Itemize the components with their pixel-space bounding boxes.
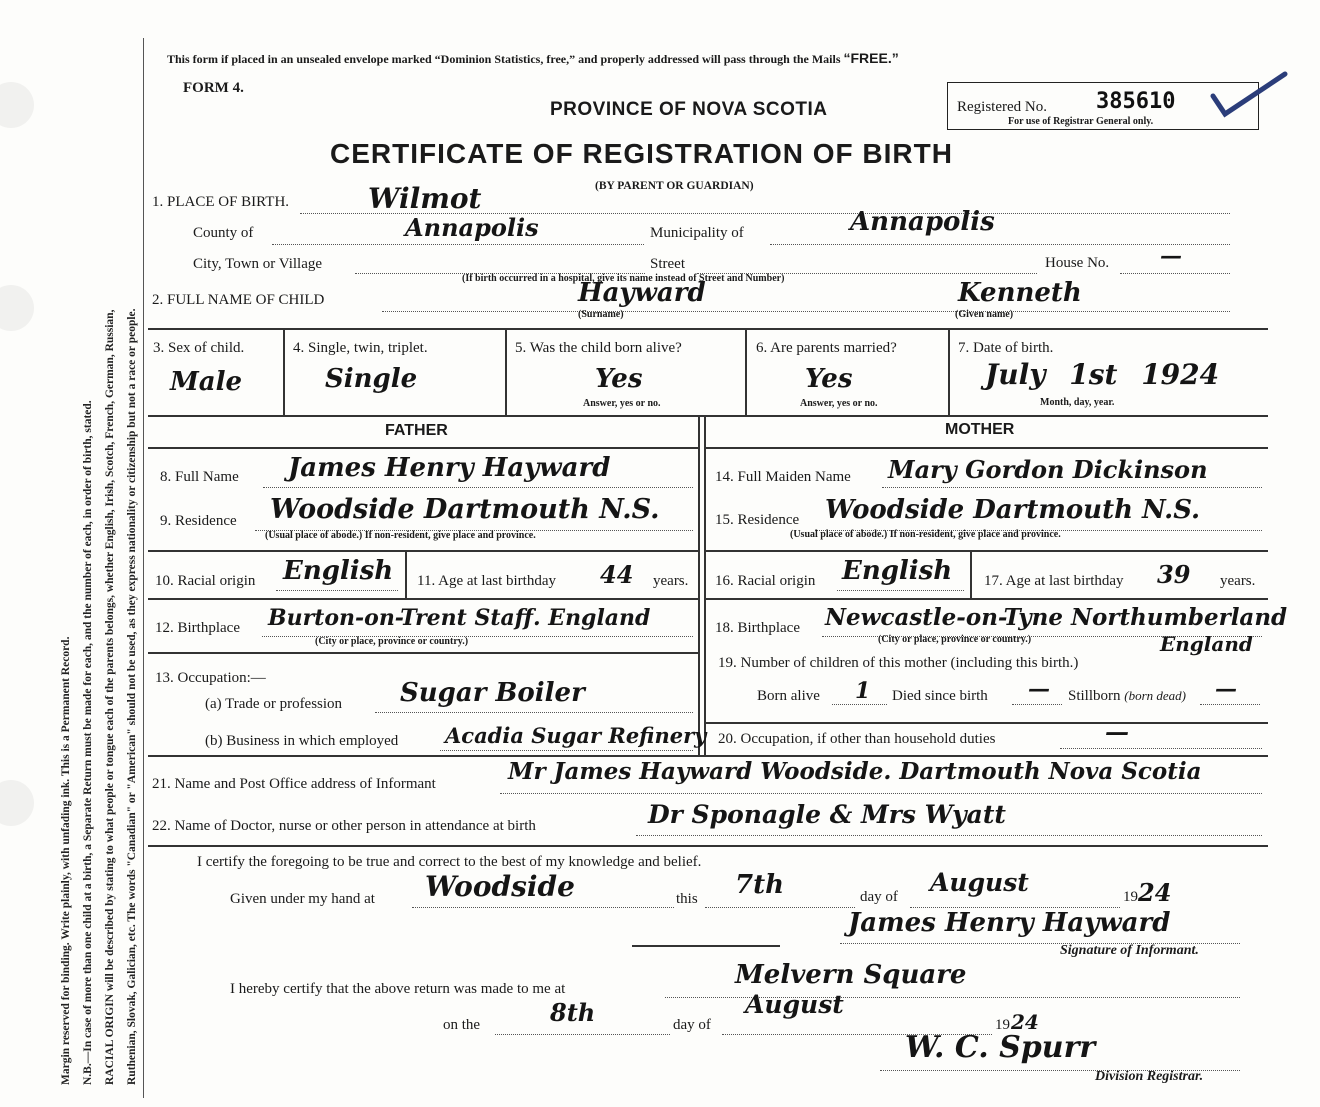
born-alive-answer: Yes: [595, 364, 643, 394]
certify-day-value: 7th: [735, 870, 785, 900]
city-label: City, Town or Village: [193, 256, 323, 272]
certificate-title: CERTIFICATE OF REGISTRATION OF BIRTH: [330, 138, 953, 169]
father-racial-value: English: [283, 556, 394, 586]
born-alive-count: 1: [855, 678, 871, 704]
registrar-signature-label: Division Registrar.: [1095, 1069, 1204, 1084]
sex-label: 3. Sex of child.: [153, 340, 245, 356]
margin-line-1: Margin reserved for binding. Write plainly, with unfading ink. This is a Permanent Record.: [60, 636, 72, 1085]
stillborn-label: Stillborn (born dead): [1068, 688, 1187, 704]
father-heading: FATHER: [385, 422, 448, 439]
answer-note: Answer, yes or no.: [583, 398, 661, 409]
mother-birthplace-country: England: [1160, 632, 1253, 656]
business-label: (b) Business in which employed: [205, 733, 399, 749]
father-residence-value: Woodside Dartmouth N.S.: [270, 494, 660, 525]
county-label: County of: [193, 225, 254, 241]
street-label: Street: [650, 256, 685, 272]
stillborn-count: —: [1215, 676, 1237, 702]
father-birthplace-label: 12. Birthplace: [155, 620, 240, 636]
children-count-label: 19. Number of children of this mother (including this birth.): [718, 655, 1079, 671]
mother-birthplace-label: 18. Birthplace: [715, 620, 800, 636]
given-under-label: Given under my hand at: [230, 891, 375, 907]
registered-value: 385610: [1096, 89, 1176, 114]
house-label: House No.: [1045, 255, 1110, 271]
margin-line-3: RACIAL ORIGIN will be described by stating to what people or tongue each of the parents belongs, whether English, Irish, Scotch, French, German, Russian,: [104, 309, 116, 1085]
given-name-note: (Given name): [955, 309, 1014, 320]
child-surname: Hayward: [578, 278, 706, 308]
registrar-note: For use of Registrar General only.: [1008, 116, 1154, 127]
registrar-year-prefix: 19: [995, 1017, 1010, 1033]
margin-line-4: Ruthenian, Slovak, Galician, etc. The words "Canadian" or "American" should not be used, as they express nationality or citizenship but not a race or people.: [126, 308, 138, 1085]
parents-married-question: 6. Are parents married?: [756, 340, 897, 356]
registrar-year-value: 24: [1011, 1010, 1039, 1034]
mail-notice: This form if placed in an unsealed envelope marked “Dominion Statistics, free,” and properly addressed will pass through the Mails “FREE.”: [167, 50, 899, 66]
mother-name-value: Mary Gordon Dickinson: [888, 455, 1208, 484]
trade-value: Sugar Boiler: [400, 678, 585, 708]
punch-hole: [0, 285, 34, 331]
municipality-label: Municipality of: [650, 225, 744, 241]
sex-value: Male: [170, 367, 243, 397]
father-name-value: James Henry Hayward: [288, 453, 611, 483]
county-value: Annapolis: [405, 213, 539, 242]
father-birthplace-note: (City or place, province or country.): [315, 636, 469, 647]
mother-residence-note: (Usual place of abode.) If non-resident, give place and province.: [790, 529, 1061, 540]
mother-racial-value: English: [842, 556, 953, 586]
house-value: —: [1160, 243, 1182, 269]
mother-occupation-value: —: [1105, 717, 1129, 746]
child-name-label: 2. FULL NAME OF CHILD: [152, 292, 325, 308]
province-heading: PROVINCE OF NOVA SCOTIA: [550, 99, 828, 120]
checkmark-icon: [1205, 68, 1295, 123]
registrar-day-of-label: day of: [673, 1017, 711, 1033]
this-label: this: [676, 891, 698, 907]
mother-occupation-label: 20. Occupation, if other than household duties: [718, 731, 996, 747]
father-residence-label: 9. Residence: [160, 513, 237, 529]
hospital-note: (If birth occurred in a hospital, give its name instead of Street and Number): [462, 273, 785, 284]
given-place-value: Woodside: [425, 870, 575, 903]
mother-residence-label: 15. Residence: [715, 512, 800, 528]
dob-note: Month, day, year.: [1040, 397, 1115, 408]
business-value: Acadia Sugar Refinery: [445, 723, 707, 748]
born-alive-question: 5. Was the child born alive?: [515, 340, 682, 356]
father-name-label: 8. Full Name: [160, 469, 239, 485]
margin-line-2: N.B.—In case of more than one child at a birth, a Separate Return must be made for each, and the number of each, in order of birth, stated.: [82, 400, 94, 1085]
mother-birthplace-value: Newcastle-on-Tyne Northumberland: [825, 604, 1288, 631]
father-birthplace-value: Burton-on-Trent Staff. England: [268, 605, 651, 631]
father-residence-note: (Usual place of abode.) If non-resident, give place and province.: [265, 530, 536, 541]
mother-years: years.: [1220, 573, 1256, 589]
registrar-month-value: August: [745, 990, 844, 1019]
father-age-label: 11. Age at last birthday: [417, 573, 556, 589]
mother-residence-value: Woodside Dartmouth N.S.: [825, 495, 1201, 525]
on-the-label: on the: [443, 1017, 481, 1033]
dob-value: July 1st 1924: [985, 358, 1220, 391]
certify-year-value: 24: [1138, 878, 1172, 907]
answer-note: Answer, yes or no.: [800, 398, 878, 409]
place-of-birth-label: 1. PLACE OF BIRTH.: [152, 194, 290, 210]
registered-label: Registered No.: [957, 99, 1047, 115]
occupation-label: 13. Occupation:—: [155, 670, 266, 686]
mother-birthplace-note: (City or place, province or country.): [878, 634, 1032, 645]
municipality-value: Annapolis: [850, 207, 995, 237]
parents-married-answer: Yes: [805, 364, 853, 394]
mother-age-label: 17. Age at last birthday: [984, 573, 1124, 589]
died-since-birth-count: —: [1028, 676, 1050, 702]
certify-statement: I certify the foregoing to be true and correct to the best of my knowledge and belief.: [197, 854, 702, 870]
form-number: FORM 4.: [183, 80, 244, 96]
place-of-birth-value: Wilmot: [368, 182, 482, 215]
doctor-label: 22. Name of Doctor, nurse or other person in attendance at birth: [152, 818, 536, 834]
father-age-value: 44: [600, 560, 634, 589]
registrar-signature: W. C. Spurr: [905, 1030, 1096, 1065]
margin-border: [143, 38, 144, 1098]
plurality-value: Single: [325, 364, 418, 394]
mother-heading: MOTHER: [945, 421, 1015, 438]
informant-value: Mr James Hayward Woodside. Dartmouth Nova Scotia: [508, 758, 1202, 785]
child-given-name: Kenneth: [958, 278, 1082, 308]
punch-hole: [0, 780, 34, 826]
informant-label: 21. Name and Post Office address of Informant: [152, 776, 436, 792]
registrar-day-value: 8th: [550, 998, 596, 1027]
informant-signature-label: Signature of Informant.: [1060, 943, 1199, 958]
mother-name-label: 14. Full Maiden Name: [715, 469, 851, 485]
doctor-value: Dr Sponagle & Mrs Wyatt: [648, 800, 1006, 829]
punch-hole: [0, 82, 34, 128]
plurality-label: 4. Single, twin, triplet.: [293, 340, 428, 356]
father-racial-label: 10. Racial origin: [155, 573, 256, 589]
informant-signature: James Henry Hayward: [848, 908, 1171, 938]
mother-age-value: 39: [1157, 560, 1191, 589]
registrar-statement: I hereby certify that the above return was made to me at: [230, 981, 566, 997]
registrar-place-value: Melvern Square: [735, 960, 967, 990]
surname-note: (Surname): [578, 309, 624, 320]
died-since-birth-label: Died since birth: [892, 688, 988, 704]
certify-month-value: August: [930, 868, 1029, 897]
mother-racial-label: 16. Racial origin: [715, 573, 816, 589]
certificate-subtitle: (BY PARENT OR GUARDIAN): [595, 180, 754, 192]
born-alive-label: Born alive: [757, 688, 820, 704]
father-years: years.: [653, 573, 689, 589]
certify-year-prefix: 19: [1123, 889, 1138, 905]
certify-day-of-label: day of: [860, 889, 898, 905]
dob-label: 7. Date of birth.: [958, 340, 1054, 356]
trade-label: (a) Trade or profession: [205, 696, 343, 712]
